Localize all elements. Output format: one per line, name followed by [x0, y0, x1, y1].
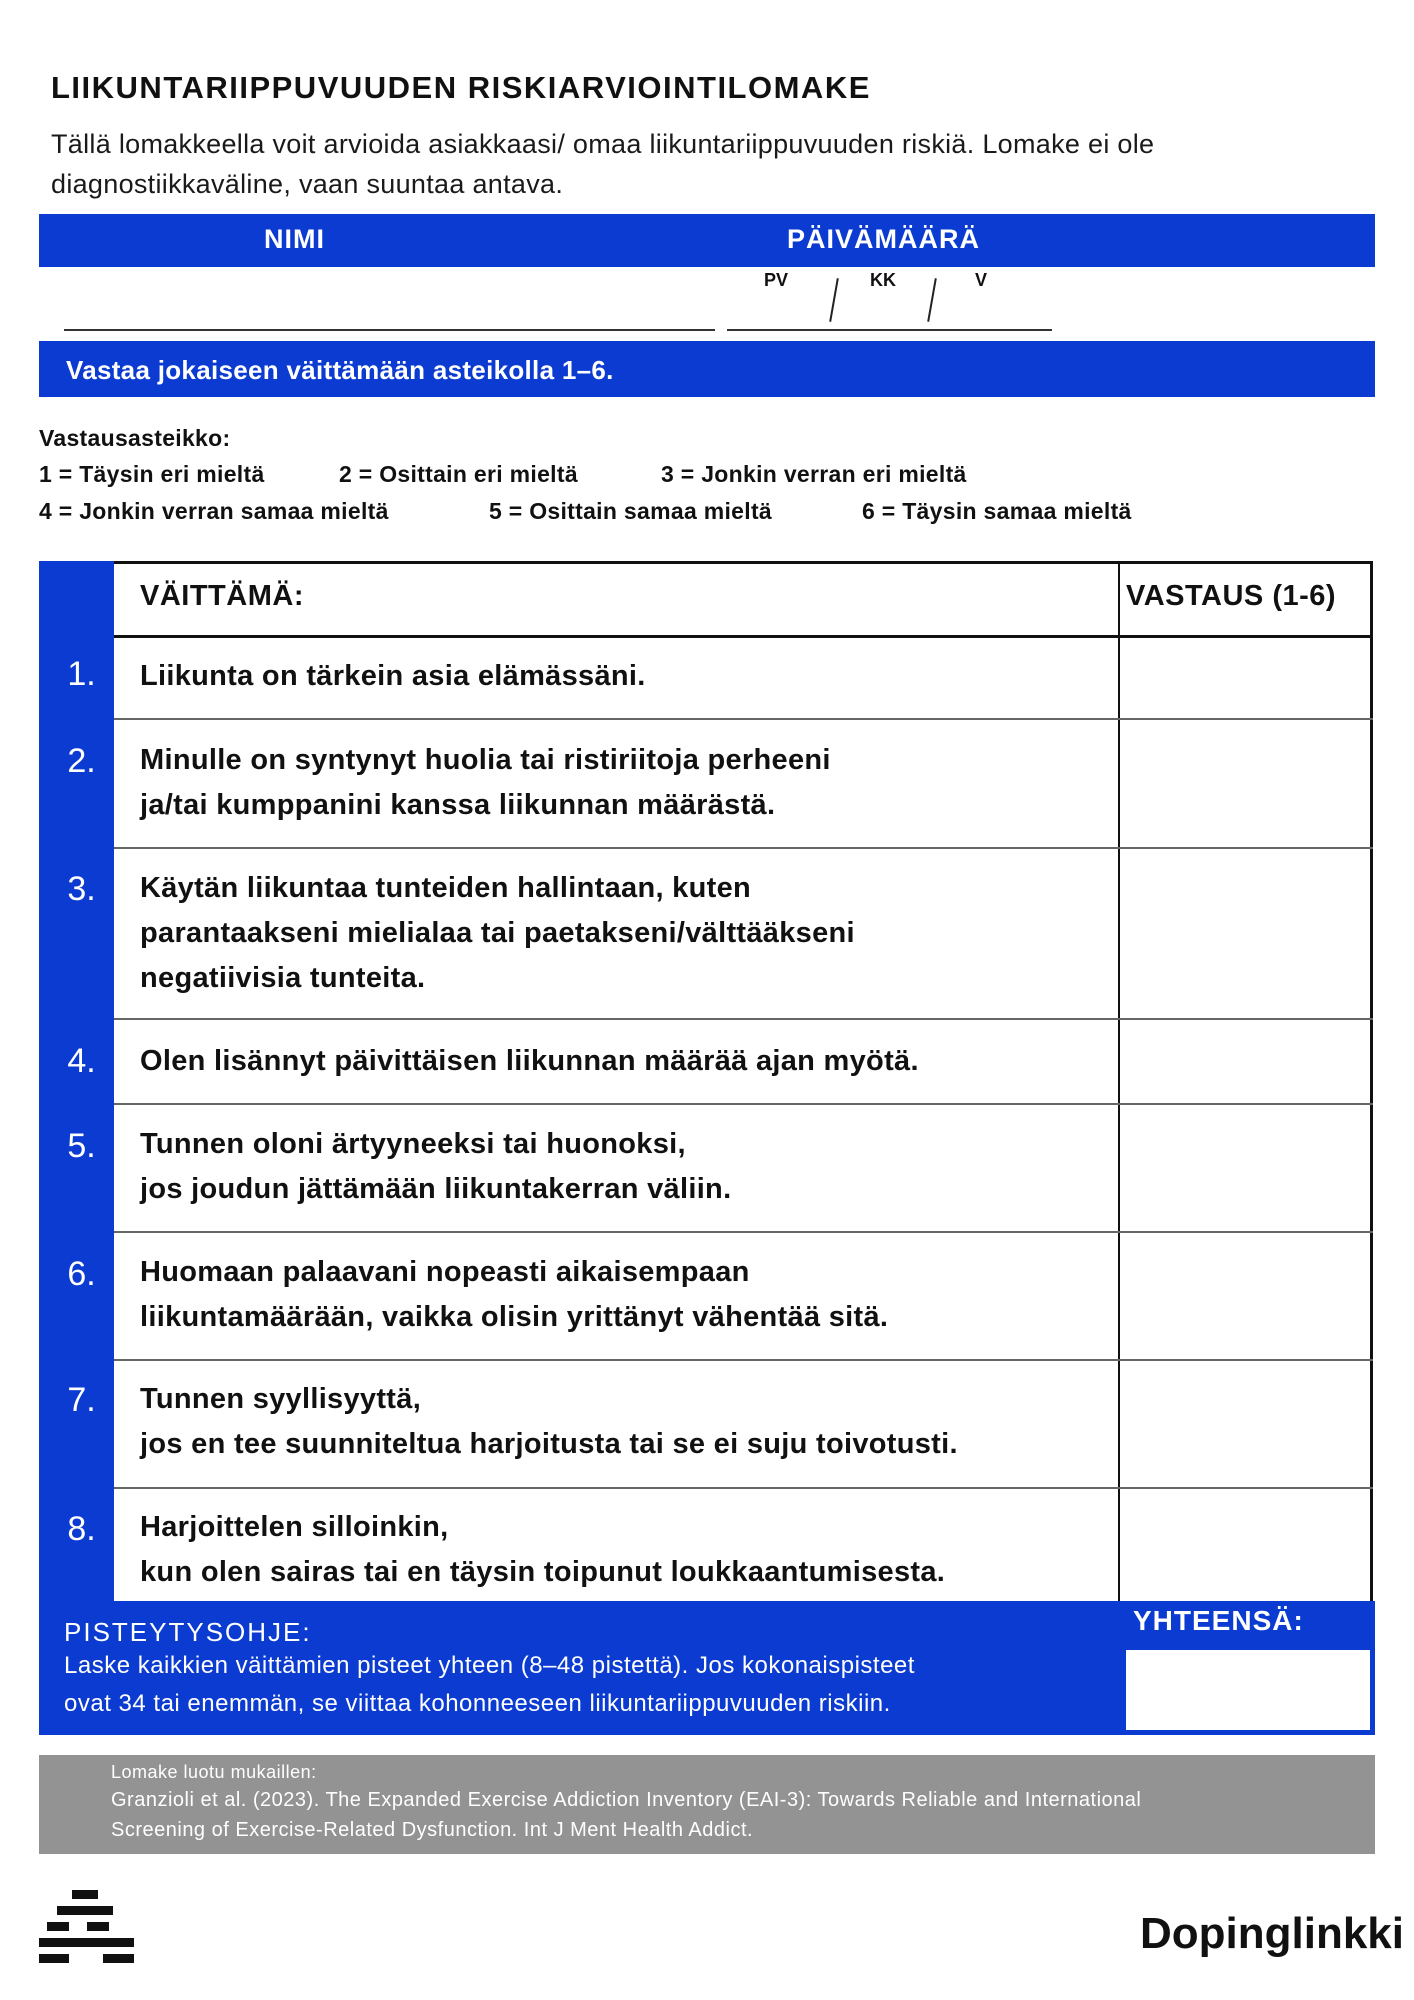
- answer-cell[interactable]: [1121, 638, 1370, 718]
- question-line: jos en tee suunniteltua harjoitusta tai se ei suju toivotusti.: [140, 1428, 958, 1460]
- question-text: [140, 1377, 1110, 1467]
- question-line: kun olen sairas tai en täysin toipunut loukkaantumisesta.: [140, 1556, 946, 1588]
- reference-line: Screening of Exercise-Related Dysfunction. Int J Ment Health Addict.: [111, 1819, 754, 1841]
- reference-label: Lomake luotu mukaillen:: [111, 1762, 317, 1782]
- reference-text: [111, 1785, 1341, 1845]
- question-line: Tunnen syyllisyyttä,: [140, 1383, 422, 1415]
- intro-text: Tällä lomakkeella voit arvioida asiakkaasi/ omaa liikuntariippuvuuden riskiä. Lomake ei ole diagnostiikkaväline, vaan suuntaa antava.: [51, 129, 1155, 199]
- date-label: PÄIVÄMÄÄRÄ: [787, 224, 981, 254]
- question-text: [140, 654, 1110, 699]
- answer-cell[interactable]: [1121, 1489, 1370, 1601]
- date-separator: [829, 278, 839, 322]
- answer-cell[interactable]: [1121, 849, 1370, 1018]
- answer-cell[interactable]: [1121, 1361, 1370, 1487]
- table-header-statement: VÄITTÄMÄ:: [140, 580, 304, 612]
- question-number: 5.: [67, 1127, 96, 1165]
- question-text: [140, 1122, 1110, 1212]
- scale-item: 6 = Täysin samaa mieltä: [862, 498, 1132, 524]
- question-number: 7.: [67, 1381, 96, 1419]
- scale-title: Vastausasteikko:: [39, 425, 231, 451]
- scoring-line: Laske kaikkien väittämien pisteet yhteen (8–48 pistettä). Jos kokonaispisteet: [64, 1652, 915, 1679]
- answer-cell[interactable]: [1121, 1020, 1370, 1103]
- name-date-header-bar: [39, 214, 1375, 267]
- question-line: Olen lisännyt päivittäisen liikunnan määrää ajan myötä.: [140, 1045, 919, 1077]
- date-field[interactable]: [727, 329, 1052, 331]
- question-text: [140, 866, 1110, 1001]
- instruction-text: Vastaa jokaiseen väittämään asteikolla 1–6.: [66, 355, 614, 385]
- question-line: Harjoittelen silloinkin,: [140, 1511, 449, 1543]
- date-day-label: PV: [764, 270, 789, 290]
- question-text: [140, 1250, 1110, 1340]
- question-number: 8.: [67, 1510, 96, 1548]
- question-text: [140, 738, 1110, 828]
- scale-item: 5 = Osittain samaa mieltä: [489, 498, 772, 524]
- name-label: NIMI: [264, 224, 325, 254]
- table-number-column: [39, 561, 114, 1601]
- total-label: YHTEENSÄ:: [1133, 1605, 1304, 1636]
- question-number: 4.: [67, 1042, 96, 1080]
- scale-item: 2 = Osittain eri mieltä: [339, 461, 578, 487]
- question-line: Tunnen oloni ärtyyneeksi tai huonoksi,: [140, 1128, 686, 1160]
- question-line: liikuntamäärään, vaikka olisin yrittänyt vähentää sitä.: [140, 1301, 889, 1333]
- question-line: Minulle on syntynyt huolia tai ristiriitoja perheeni: [140, 744, 831, 776]
- question-line: parantaakseni mielialaa tai paetakseni/välttääkseni: [140, 917, 855, 949]
- scale-item: 3 = Jonkin verran eri mieltä: [661, 461, 967, 487]
- date-month-label: KK: [870, 270, 896, 290]
- total-field[interactable]: [1126, 1650, 1370, 1730]
- question-line: Liikunta on tärkein asia elämässäni.: [140, 660, 646, 692]
- scoring-line: ovat 34 tai enemmän, se viittaa kohonneeseen liikuntariippuvuuden riskiin.: [64, 1690, 891, 1717]
- question-number: 1.: [67, 655, 96, 693]
- scale-item: 1 = Täysin eri mieltä: [39, 461, 265, 487]
- answer-cell[interactable]: [1121, 720, 1370, 847]
- answer-cell[interactable]: [1121, 1105, 1370, 1231]
- date-year-label: V: [975, 270, 988, 290]
- question-line: jos joudun jättämään liikuntakerran väliin.: [140, 1173, 732, 1205]
- question-line: ja/tai kumppanini kanssa liikunnan määrästä.: [140, 789, 776, 821]
- reference-line: Granzioli et al. (2023). The Expanded Exercise Addiction Inventory (EAI-3): Towards Reliable and International: [111, 1789, 1142, 1811]
- question-line: Huomaan palaavani nopeasti aikaisempaan: [140, 1256, 750, 1288]
- brand-logo: Dopinglinkki: [1140, 1909, 1404, 1958]
- stepped-bars-logo-icon: [39, 1890, 134, 1965]
- date-separator: [927, 278, 937, 322]
- answer-cell[interactable]: [1121, 1233, 1370, 1359]
- question-number: 3.: [67, 870, 96, 908]
- question-number: 6.: [67, 1255, 96, 1293]
- question-number: 2.: [67, 742, 96, 780]
- question-text: [140, 1505, 1110, 1595]
- table-header-answer: VASTAUS (1-6): [1126, 580, 1337, 612]
- scoring-title: PISTEYTYSOHJE:: [64, 1617, 312, 1647]
- question-line: Käytän liikuntaa tunteiden hallintaan, kuten: [140, 872, 752, 904]
- question-text: [140, 1039, 1110, 1084]
- page-title: LIIKUNTARIIPPUVUUDEN RISKIARVIOINTILOMAKE: [51, 70, 871, 105]
- table-column-divider: [1118, 561, 1120, 1601]
- name-field[interactable]: [64, 329, 715, 331]
- question-line: negatiivisia tunteita.: [140, 962, 426, 994]
- scoring-text: [64, 1647, 1094, 1723]
- scale-item: 4 = Jonkin verran samaa mieltä: [39, 498, 389, 524]
